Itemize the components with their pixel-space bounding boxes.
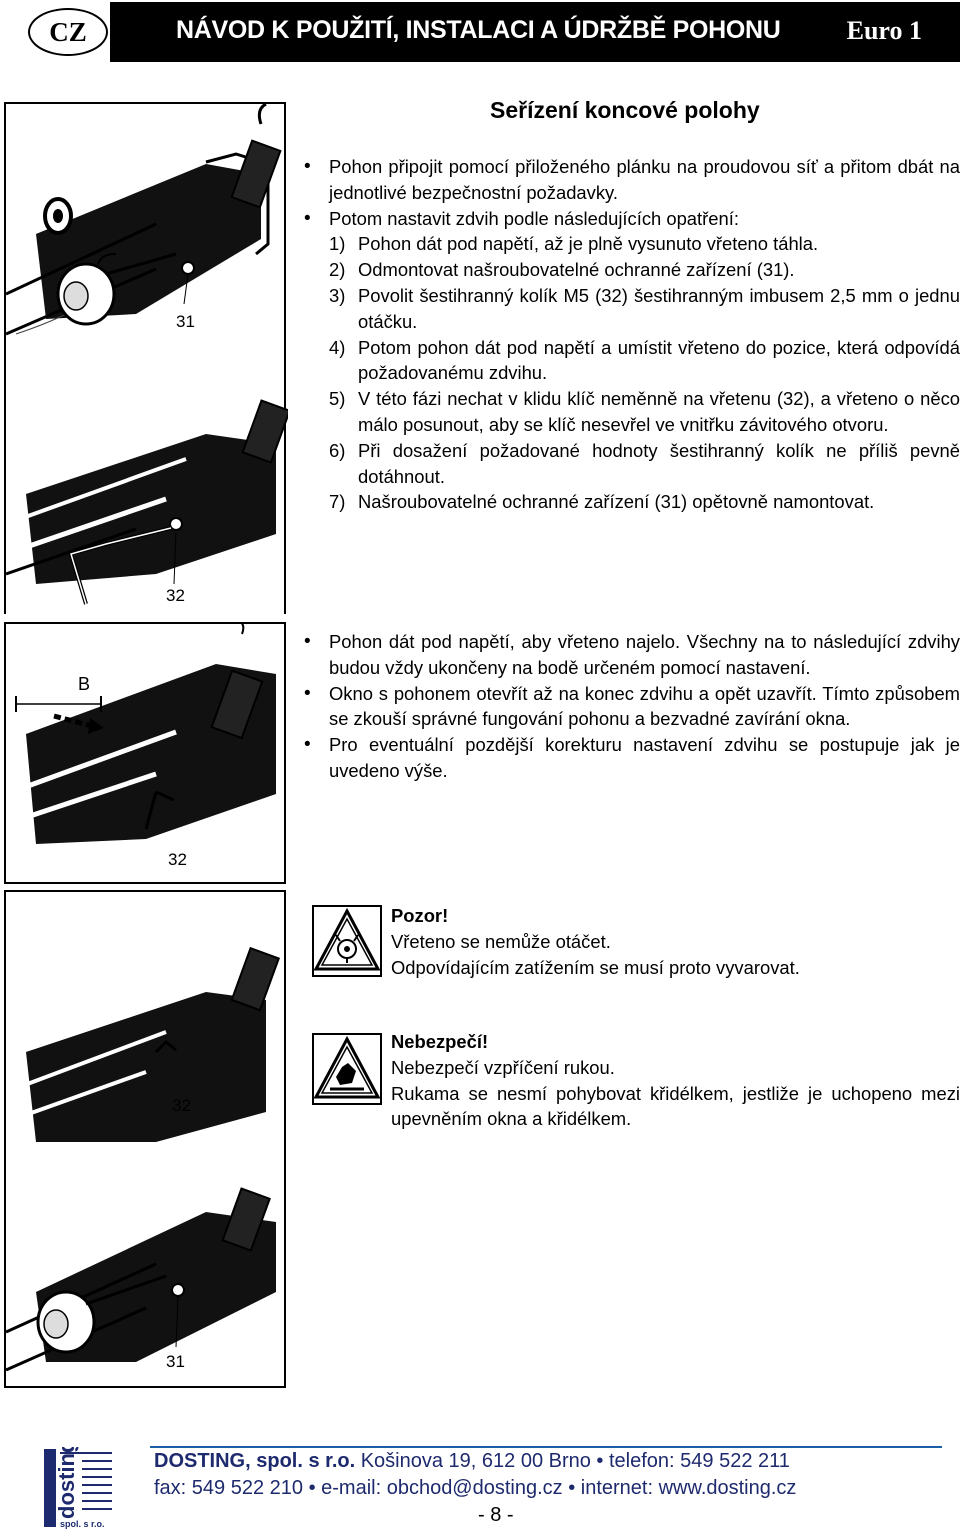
step-item bbox=[304, 231, 960, 257]
step-text: Pohon dát pod napětí, až je plně vysunuto vřeteno táhla. bbox=[358, 233, 819, 255]
step-text: V této fázi nechat v klidu klíč neměnně na vřetenu (32), a vřeteno o něco málo posunout, aby se klíč nesevřel ve vnitřku závitového otvoru. bbox=[358, 388, 960, 435]
step-number: 6) bbox=[329, 439, 346, 461]
instructions-block bbox=[304, 154, 960, 515]
step-text: Odmontovat našroubovatelné ochranné zařízení (31). bbox=[358, 259, 795, 281]
step-number: 7) bbox=[329, 491, 346, 513]
figure-label-32: 32 bbox=[166, 586, 185, 605]
product-model: Euro 1 bbox=[846, 16, 922, 45]
page-number: - 8 - bbox=[478, 1504, 514, 1526]
figure-label-31: 31 bbox=[166, 1352, 185, 1371]
actuator-illustration-cap-removal bbox=[6, 104, 288, 616]
bullet-item: • Potom nastavit zdvih podle následujících opatření: bbox=[304, 206, 960, 232]
company-name: DOSTING, spol. s r.o. bbox=[154, 1450, 356, 1472]
step-number: 1) bbox=[329, 233, 346, 255]
testing-block bbox=[304, 629, 960, 784]
company-logo bbox=[42, 1447, 122, 1529]
step-text: Našroubovatelné ochranné zařízení (31) opětovně namontovat. bbox=[358, 491, 875, 513]
step-number: 3) bbox=[329, 284, 346, 306]
figure-label-32: 32 bbox=[172, 1096, 191, 1115]
warning-icon bbox=[312, 905, 382, 977]
step-item bbox=[304, 438, 960, 490]
bullet-item: • Okno s pohonem otevřít až na konec zdvihu a opět uzavřít. Tímto způsobem se zkouší správné fungování pohonu a bezvadné zavírání okna. bbox=[304, 681, 960, 733]
step-number: 2) bbox=[329, 259, 346, 281]
danger-notice bbox=[391, 1029, 960, 1132]
actuator-illustration-stroke bbox=[6, 624, 288, 886]
language-badge: CZ bbox=[28, 8, 108, 56]
step-item bbox=[304, 386, 960, 438]
warning-title: Pozor! bbox=[391, 905, 449, 926]
step-text: Povolit šestihranný kolík M5 (32) šestihranným imbusem 2,5 mm o jednu otáčku. bbox=[358, 284, 960, 332]
step-item bbox=[304, 283, 960, 335]
document-title: NÁVOD K POUŽITÍ, INSTALACI A ÚDRŽBĚ POHONU bbox=[176, 16, 781, 44]
logo-subtext: spol. s r.o. bbox=[60, 1519, 105, 1529]
warning-line: Odpovídajícím zatížením se musí proto vyvarovat. bbox=[391, 956, 800, 978]
figure-panel-middle bbox=[4, 622, 286, 884]
actuator-illustration-reassembly bbox=[6, 892, 288, 1390]
bullet-item: • Pohon připojit pomocí přiloženého plánku na proudovou síť a přitom dbát na jednotlivé bezpečnostní požadavky. bbox=[304, 154, 960, 206]
bullet-item: • Pohon dát pod napětí, aby vřeteno najelo. Všechny na to následující zdvihy budou vždy ukončeny na bodě určeném pomocí nastavení. bbox=[304, 629, 960, 681]
bullet-item: • Pro eventuální pozdější korekturu nastavení zdvihu se postupuje jak je uvedeno výše. bbox=[304, 732, 960, 784]
figure-panel-bottom bbox=[4, 890, 286, 1388]
step-item bbox=[304, 335, 960, 387]
footer-divider bbox=[150, 1446, 942, 1448]
step-item bbox=[304, 257, 960, 283]
warning-line: Vřeteno se nemůže otáčet. bbox=[391, 930, 611, 952]
figure-panel-top bbox=[4, 102, 286, 614]
step-number: 5) bbox=[329, 388, 346, 410]
footer-contact-line-1 bbox=[154, 1450, 790, 1473]
step-text: Při dosažení požadované hodnoty šestihranný kolík ne příliš pevně dotáhnout. bbox=[358, 439, 960, 487]
section-title: Seřízení koncové polohy bbox=[490, 97, 760, 123]
danger-line: Nebezpečí vzpříčení rukou. bbox=[391, 1056, 615, 1078]
figure-label-31: 31 bbox=[176, 312, 195, 331]
step-text: Potom pohon dát pod napětí a umístit vřeteno do pozice, která odpovídá požadovanému zdvihu. bbox=[358, 336, 960, 384]
warning-notice bbox=[391, 903, 960, 980]
danger-line: Rukama se nesmí pohybovat křidélkem, jestliže je uchopeno mezi upevněním okna a křidélkem. bbox=[391, 1082, 960, 1130]
danger-title: Nebezpečí! bbox=[391, 1031, 489, 1052]
step-item bbox=[304, 489, 960, 515]
page-header bbox=[0, 0, 960, 66]
danger-icon bbox=[312, 1033, 382, 1105]
stroke-label-b: B bbox=[78, 674, 91, 694]
figure-label-32: 32 bbox=[168, 850, 187, 869]
logo-text: dosting bbox=[54, 1447, 79, 1519]
footer-contact-line-2: fax: 549 522 210 • e-mail: obchod@dosting.cz • internet: www.dosting.cz bbox=[154, 1477, 797, 1499]
step-number: 4) bbox=[329, 336, 346, 358]
company-address: Košinova 19, 612 00 Brno • telefon: 549 522 211 bbox=[355, 1450, 790, 1472]
